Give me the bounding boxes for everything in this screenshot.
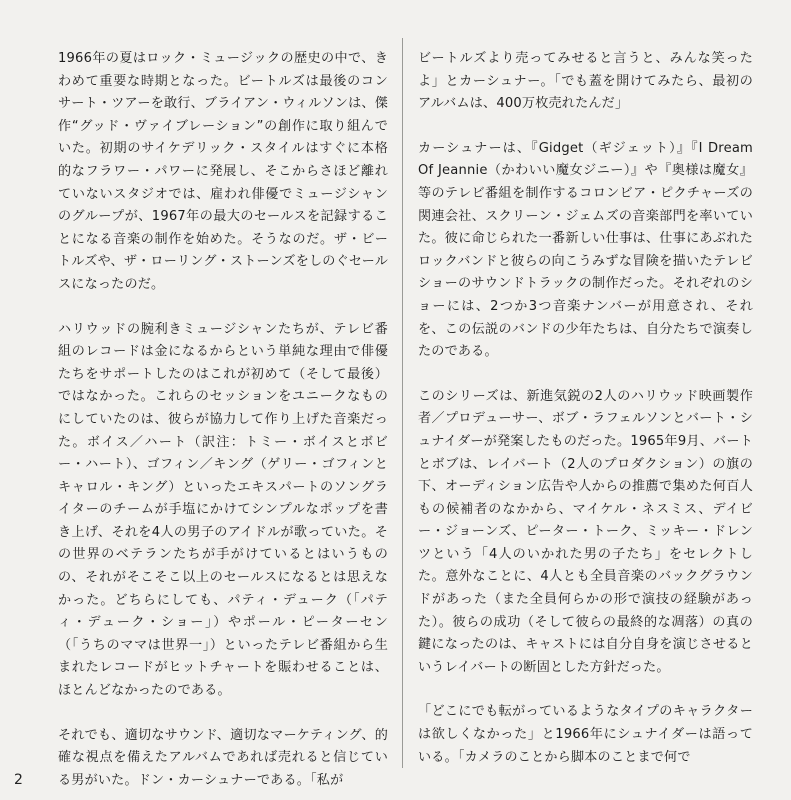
paragraph: それでも、適切なサウンド、適切なマーケティング、的確な視点を備えたアルバムであれば売れると信じている男がいた。ドン・カーシュナーである。「私が	[58, 727, 388, 788]
left-column	[58, 48, 388, 792]
column-divider	[402, 38, 403, 768]
paragraph: ビートルズより売ってみせると言うと、みんな笑ったよ」とカーシュナー。「でも蓋を開けてみたら、最初のアルバムは、400万枚売れたんだ」	[418, 51, 753, 112]
paragraph: 「どこにでも転がっているようなタイプのキャラクターは欲しくなかった」と1966年にシュナイダーは語っている。「カメラのことから脚本のことまで何で	[418, 704, 753, 765]
paragraph: 1966年の夏はロック・ミュージックの歴史の中で、きわめて重要な時期となった。ビートルズは最後のコンサート・ツアーを敢行、ブライアン・ウィルソンは、傑作“グッド・ヴァイブレーション”の創作に取り組んでいた。初期のサイケデリック・スタイルはすぐに本格的なフラワー・パワーに発展し、そこからさほど離れていないスタジオでは、雇われ俳優でミュージシャンのグループが、1967年の最大のセールスを記録することになる音楽の制作を始めた。そうなのだ。ザ・ビートルズや、ザ・ローリング・ストーンズをしのぐセールスになったのだ。	[58, 51, 388, 292]
right-column	[418, 48, 753, 769]
paragraph: カーシュナーは、『Gidget（ギジェット）』『I Dream Of Jeannie（かわいい魔女ジニー）』や『奥様は魔女』等のテレビ番組を制作するコロンビア・ピクチャーズの関連会社、スクリーン・ジェムズの音楽部門を率いていた。彼に命じられた一番新しい仕事は、仕事にあぶれたロックバンドと彼らの向こうみずな冒険を描いたテレビショーのサウンドトラックの制作だった。それぞれのショーには、2つか3つ音楽ナンバーが用意され、それを、この伝説のバンドの少年たちは、自分たちで演奏したのである。	[418, 140, 753, 360]
paragraph: このシリーズは、新進気鋭の2人のハリウッド映画製作者／プロデューサー、ボブ・ラフェルソンとバート・シュナイダーが発案したものだった。1965年9月、バートとボブは、レイバート（2人のプロダクション）の旗の下、オーディション広告や人からの推薦で集めた何百人もの候補者のなかから、マイケル・ネスミス、デイビー・ジョーンズ、ピーター・トーク、ミッキー・ドレンツという「4人のいかれた男の子たち」をセレクトした。意外なことに、4人とも全員音楽のバックグラウンドがあった（また全員何らかの形で演技の経験があった）。彼らの成功（そして彼らの最終的な凋落）の真の鍵になったのは、キャストには自分自身を演じさせるというレイバートの断固とした方針だった。	[418, 388, 753, 675]
paragraph: ハリウッドの腕利きミュージシャンたちが、テレビ番組のレコードは金になるからという単純な理由で俳優たちをサポートしたのはこれが初めて（そして最後）ではなかった。これらのセッションをユニークなものにしていたのは、彼らが協力して作り上げた音楽だった。ボイス／ハート（訳注：トミー・ボイスとボビー・ハート）、ゴフィン／キング（ゲリー・ゴフィンとキャロル・キング）といったエキスパートのソングライターのチームが手塩にかけてシンプルなポップを書き上げ、それを4人の男子のアイドルが歌っていた。その世界のベテランたちが手がけているとはいうものの、それがそこそこ以上のセールスになるとは思えなかった。どちらにしても、パティ・デューク（「パティ・デューク・ショー」）やポール・ピーターセン（「うちのママは世界一」）といったテレビ番組から生まれたレコードがヒットチャートを賑わせることは、ほとんどなかったのである。	[58, 321, 388, 699]
page-number: 2	[14, 772, 23, 788]
